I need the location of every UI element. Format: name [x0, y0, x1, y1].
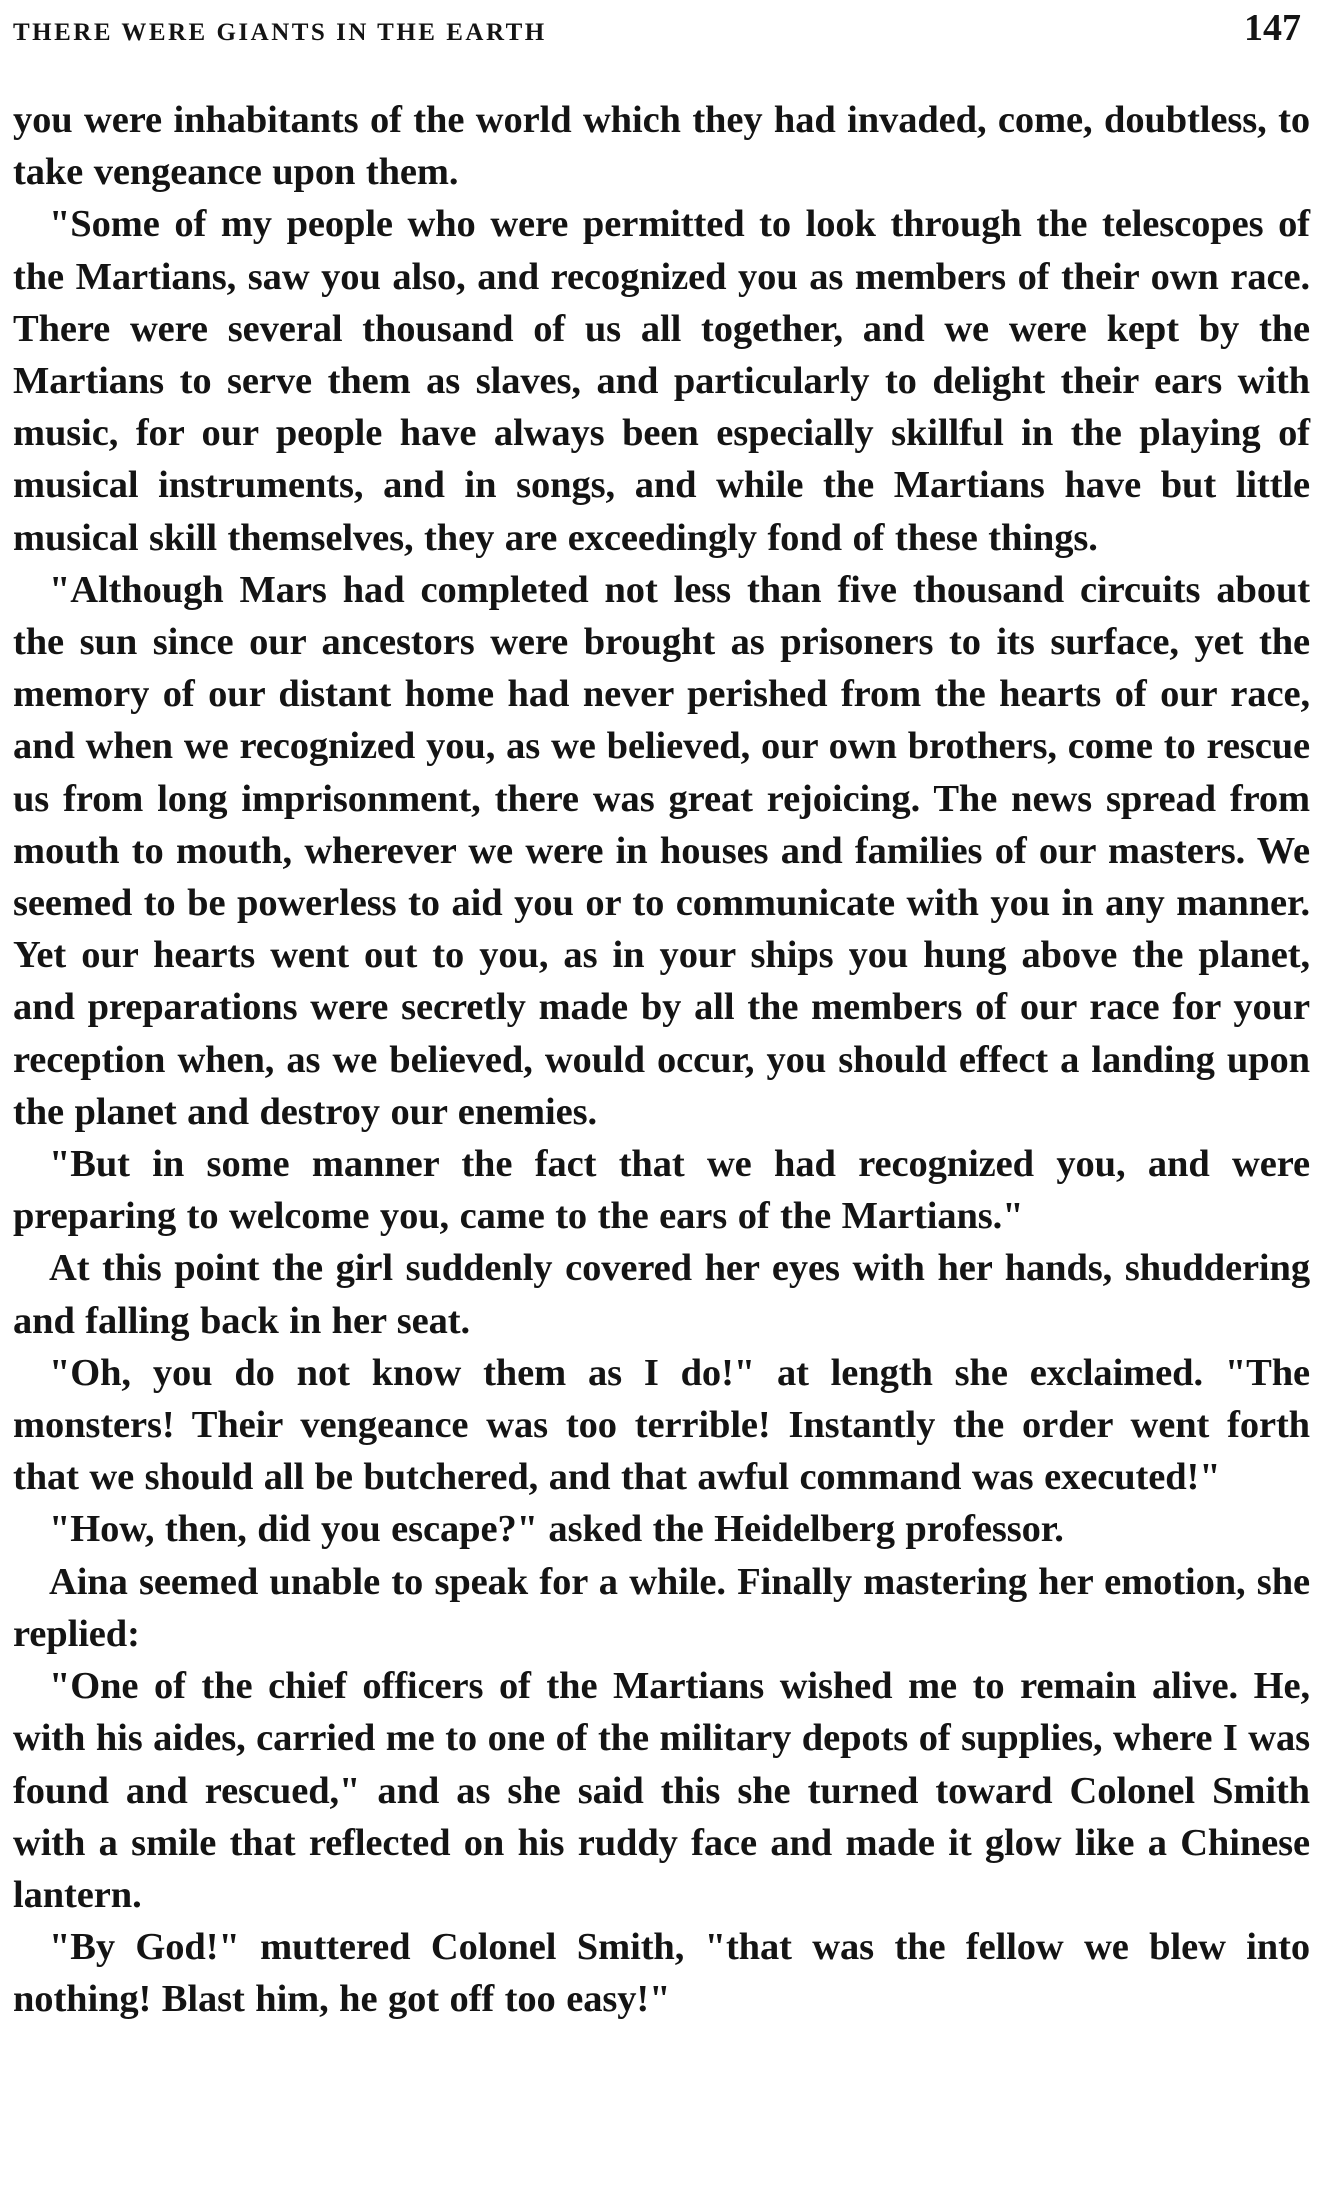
paragraph: "But in some manner the fact that we had recognized you, and were preparing to welcome you, came to the ears of the Martians.": [13, 1143, 1310, 1238]
paragraph: "One of the chief officers of the Martians wished me to remain alive. He, with his aides, carried me to one of the military depots of supplies, where I was found and rescued," and as she said this she turned toward Colonel Smith with a smile that reflected on his ruddy face and made it glow like a Chinese lantern.: [13, 1665, 1310, 1916]
paragraph: you were inhabitants of the world which they had invaded, come, doubtless, to take vengeance upon them.: [13, 99, 1310, 194]
page-number: 147: [1244, 7, 1301, 49]
paragraph: At this point the girl suddenly covered her eyes with her hands, shuddering and falling back in her seat.: [13, 1247, 1310, 1342]
paragraph: "Some of my people who were permitted to look through the telescopes of the Martians, saw you also, and recognized you as members of their own race. There were several thousand of us all together, and we were kept by the Martians to serve them as slaves, and particularly to delight their ears with music, for our people have always been especially skillful in the playing of musical instruments, and in songs, and while the Martians have but little musical skill themselves, they are exceedingly fond of these things.: [13, 203, 1310, 559]
paragraph: "Oh, you do not know them as I do!" at length she exclaimed. "The monsters! Their vengeance was too terrible! Instantly the order went forth that we should all be butchered, and that awful command was executed!": [13, 1351, 1310, 1499]
running-head: THERE WERE GIANTS IN THE EARTH: [13, 19, 547, 46]
body-text: [13, 94, 1310, 2026]
page-header: [13, 6, 1310, 56]
paragraph: Aina seemed unable to speak for a while. Finally mastering her emotion, she replied:: [13, 1560, 1310, 1655]
paragraph: "By God!" muttered Colonel Smith, "that was the fellow we blew into nothing! Blast him, he got off too easy!": [13, 1926, 1310, 2021]
paragraph: "Although Mars had completed not less than five thousand circuits about the sun since our ancestors were brought as prisoners to its surface, yet the memory of our distant home had never perished from the hearts of our race, and when we recognized you, as we believed, our own brothers, come to rescue us from long imprisonment, there was great rejoicing. The news spread from mouth to mouth, wherever we were in houses and families of our masters. We seemed to be powerless to aid you or to communicate with you in any manner. Yet our hearts went out to you, as in your ships you hung above the planet, and preparations were secretly made by all the members of our race for your reception when, as we believed, would occur, you should effect a landing upon the planet and destroy our enemies.: [13, 568, 1310, 1133]
paragraph: "How, then, did you escape?" asked the Heidelberg professor.: [49, 1508, 1064, 1551]
